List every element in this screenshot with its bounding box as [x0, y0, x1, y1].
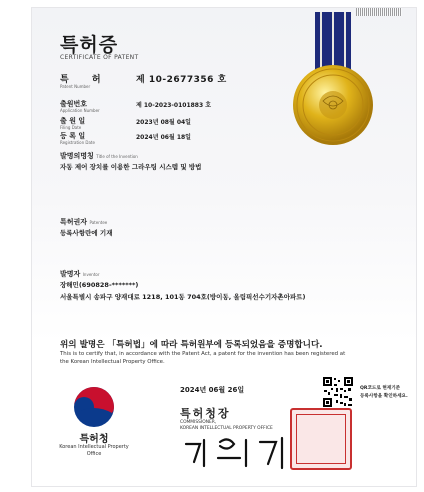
qr-code-icon[interactable] [322, 376, 354, 408]
inventor-address: 서울특별시 송파구 양재대로 1218, 101동 704호(방이동, 올림픽선수기자촌아파트) [60, 293, 306, 301]
inventor-label-en: Inventor [82, 272, 100, 277]
field-label: 출원번호 [60, 100, 88, 108]
invention-label-ko: 발명의명칭 [60, 152, 94, 160]
certification-statement-en: This is to certify that, in accordance with the Patent Act, a patent for the invention has been registered at [60, 351, 346, 357]
field-label-en: Registration Date [60, 140, 95, 145]
patent-number: 제 10-2677356 호 [136, 75, 227, 85]
qr-note [360, 385, 410, 401]
invention-label [60, 151, 138, 161]
patentee-label [60, 217, 107, 227]
gold-seal-icon [288, 60, 378, 150]
kipo-logo-icon [70, 383, 118, 431]
inventor-label [60, 269, 99, 279]
field-label-en: Application Number [60, 108, 100, 113]
patentee-label-en: Patentee [89, 220, 108, 225]
field-label: 출 원 일 [60, 117, 86, 125]
certificate-paper [32, 8, 416, 486]
kipo-logo-name: 특허청 [79, 434, 109, 445]
qr-note-line-1: QR코드로 현재기준 [360, 386, 401, 391]
invention-label-en: Title of the Invention [96, 154, 138, 159]
invention-title: 자동 제어 장치를 이용한 그라우팅 시스템 및 방법 [60, 163, 202, 171]
issue-date: 2024년 06월 26일 [180, 386, 245, 394]
patentee-label-ko: 특허권자 [60, 218, 88, 226]
field-value: 제 10-2023-0101883 호 [136, 102, 212, 109]
office-name-en-line-1: COMMISSIONER, [180, 420, 217, 425]
certification-statement: 위의 발명은 「특허법」에 따라 특허원부에 등록되었음을 증명합니다. [60, 340, 323, 350]
field-value: 2023년 08월 04일 [136, 119, 191, 126]
patent-label: 특 허 [60, 75, 111, 85]
certificate-title: 특허증 [60, 34, 119, 56]
office-name-en-line-2: KOREAN INTELLECTUAL PROPERTY OFFICE [180, 425, 273, 431]
field-label-en: Filing Date [60, 125, 82, 130]
commissioner-signature [180, 432, 300, 472]
patent-label-en: Patent Number [60, 84, 91, 89]
kipo-logo-name-en: Korean Intellectual Property Office [59, 444, 129, 457]
qr-note-line-2: 등록사항을 확인하세요. [360, 394, 408, 399]
certification-statement-en-2: the Korean Intellectual Property Office. [60, 359, 165, 365]
field-label: 등 록 일 [60, 132, 86, 140]
inventor-name: 장해민(690828-*******) [60, 281, 139, 289]
field-value: 2024년 06월 18일 [136, 134, 191, 141]
office-name: 특허청장 [180, 407, 231, 420]
certificate-title-en: CERTIFICATE OF PATENT [60, 54, 139, 61]
barcode-strip [356, 8, 402, 16]
patentee-value: 등록사항란에 기재 [60, 229, 113, 237]
inventor-label-ko: 발명자 [60, 270, 81, 278]
official-seal-stamp [290, 408, 352, 470]
